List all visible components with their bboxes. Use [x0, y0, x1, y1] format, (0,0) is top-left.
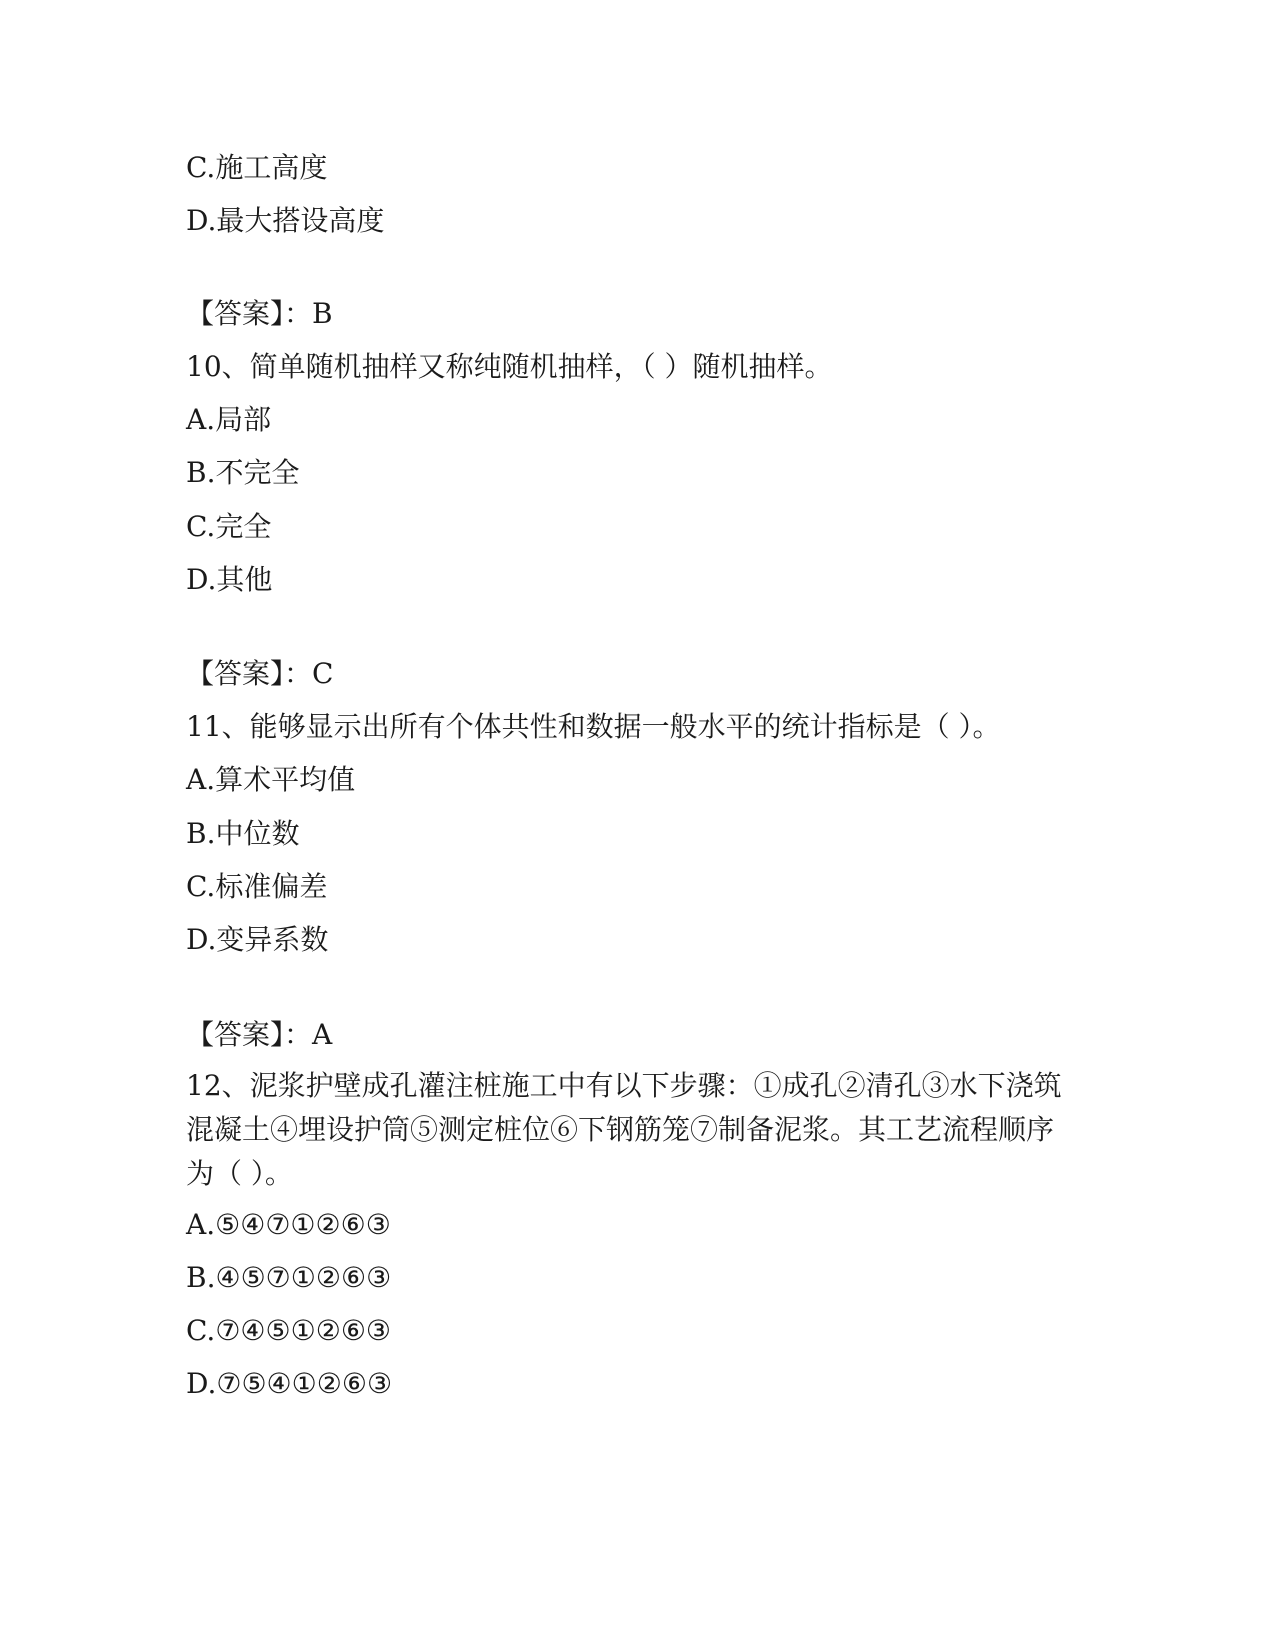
question-11-option-b: B.中位数	[186, 817, 300, 850]
option-prev-d: D.最大搭设高度	[186, 204, 385, 237]
question-12-option-a: A.⑤④⑦①②⑥③	[186, 1208, 391, 1241]
question-11-text: 11、能够显示出所有个体共性和数据一般水平的统计指标是（ ）。	[186, 710, 1001, 743]
question-11-answer: 【答案】：A	[186, 1018, 333, 1051]
question-11-option-c: C.标准偏差	[186, 870, 328, 903]
question-10-option-d: D.其他	[186, 563, 273, 596]
question-10-option-b: B.不完全	[186, 456, 300, 489]
question-12-option-b: B.④⑤⑦①②⑥③	[186, 1261, 392, 1294]
question-12-option-c: C.⑦④⑤①②⑥③	[186, 1314, 392, 1347]
question-11-option-a: A.算术平均值	[186, 763, 356, 796]
question-11-option-d: D.变异系数	[186, 923, 329, 956]
question-12-text: 12、泥浆护壁成孔灌注桩施工中有以下步骤：①成孔②清孔③水下浇筑混凝土④埋设护筒⑤测定桩位⑥下钢筋笼⑦制备泥浆。其工艺流程顺序为（ ）。	[186, 1069, 1062, 1190]
question-10-text: 10、简单随机抽样又称纯随机抽样，（ ）随机抽样。	[186, 350, 833, 383]
answer-prev: 【答案】：B	[186, 297, 333, 330]
question-12-option-d: D.⑦⑤④①②⑥③	[186, 1367, 393, 1400]
question-10-option-c: C.完全	[186, 510, 272, 543]
question-10-answer: 【答案】：C	[186, 657, 334, 690]
option-prev-c: C.施工高度	[186, 151, 328, 184]
question-10-option-a: A.局部	[186, 403, 272, 436]
